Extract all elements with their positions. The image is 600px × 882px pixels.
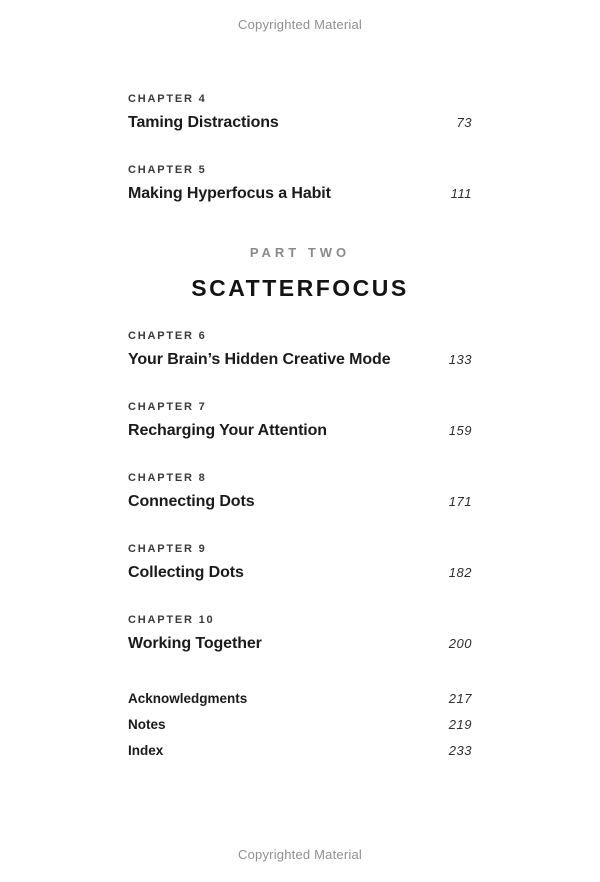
chapter-title: Your Brain’s Hidden Creative Mode [128, 351, 391, 368]
page-number: 182 [448, 565, 472, 580]
page-number: 73 [456, 115, 472, 130]
toc-entry-chapter-4 [128, 91, 472, 133]
toc-entry-row [128, 113, 472, 133]
page-number: 217 [448, 691, 472, 706]
chapter-title: Taming Distractions [128, 114, 279, 131]
toc-entry-row [128, 634, 472, 654]
back-matter-row-notes [128, 716, 472, 734]
copyright-banner-top: Copyrighted Material [238, 17, 362, 32]
toc-entry-row [128, 184, 472, 204]
part-title: SCATTERFOCUS [191, 275, 409, 301]
part-kicker: PART TWO [249, 245, 351, 260]
chapter-label: CHAPTER 6 [128, 330, 207, 342]
copyright-banner-bottom: Copyrighted Material [238, 847, 362, 862]
toc-entry-chapter-6 [128, 328, 472, 370]
back-matter-title: Index [128, 743, 164, 758]
toc-entry-row [128, 563, 472, 583]
page-number: 159 [448, 423, 472, 438]
toc-entry-row [128, 421, 472, 441]
back-matter-row-acknowledgments [128, 690, 472, 708]
table-of-contents [128, 91, 472, 768]
page-number: 171 [448, 494, 472, 509]
back-matter-title: Notes [128, 717, 166, 732]
toc-entry-chapter-8 [128, 470, 472, 512]
page-number: 111 [450, 186, 472, 201]
toc-entry-chapter-9 [128, 541, 472, 583]
toc-entry-row [128, 350, 472, 370]
page-number: 233 [448, 743, 472, 758]
page-number: 200 [448, 636, 472, 651]
chapter-label: CHAPTER 9 [128, 543, 207, 555]
chapter-title: Working Together [128, 635, 262, 652]
toc-entry-row [128, 492, 472, 512]
chapter-label: CHAPTER 5 [128, 164, 207, 176]
page-number: 219 [448, 717, 472, 732]
page-number: 133 [448, 352, 472, 367]
chapter-title: Recharging Your Attention [128, 422, 327, 439]
part-divider [128, 245, 472, 303]
back-matter-section [128, 690, 472, 760]
chapter-title: Collecting Dots [128, 564, 244, 581]
chapter-label: CHAPTER 4 [128, 93, 207, 105]
chapter-title: Connecting Dots [128, 493, 255, 510]
chapter-title: Making Hyperfocus a Habit [128, 185, 331, 202]
toc-entry-chapter-10 [128, 612, 472, 654]
toc-entry-chapter-7 [128, 399, 472, 441]
back-matter-row-index [128, 742, 472, 760]
toc-entry-chapter-5 [128, 162, 472, 204]
chapter-label: CHAPTER 8 [128, 472, 207, 484]
back-matter-title: Acknowledgments [128, 691, 248, 706]
chapter-label: CHAPTER 7 [128, 401, 207, 413]
chapter-label: CHAPTER 10 [128, 614, 215, 626]
